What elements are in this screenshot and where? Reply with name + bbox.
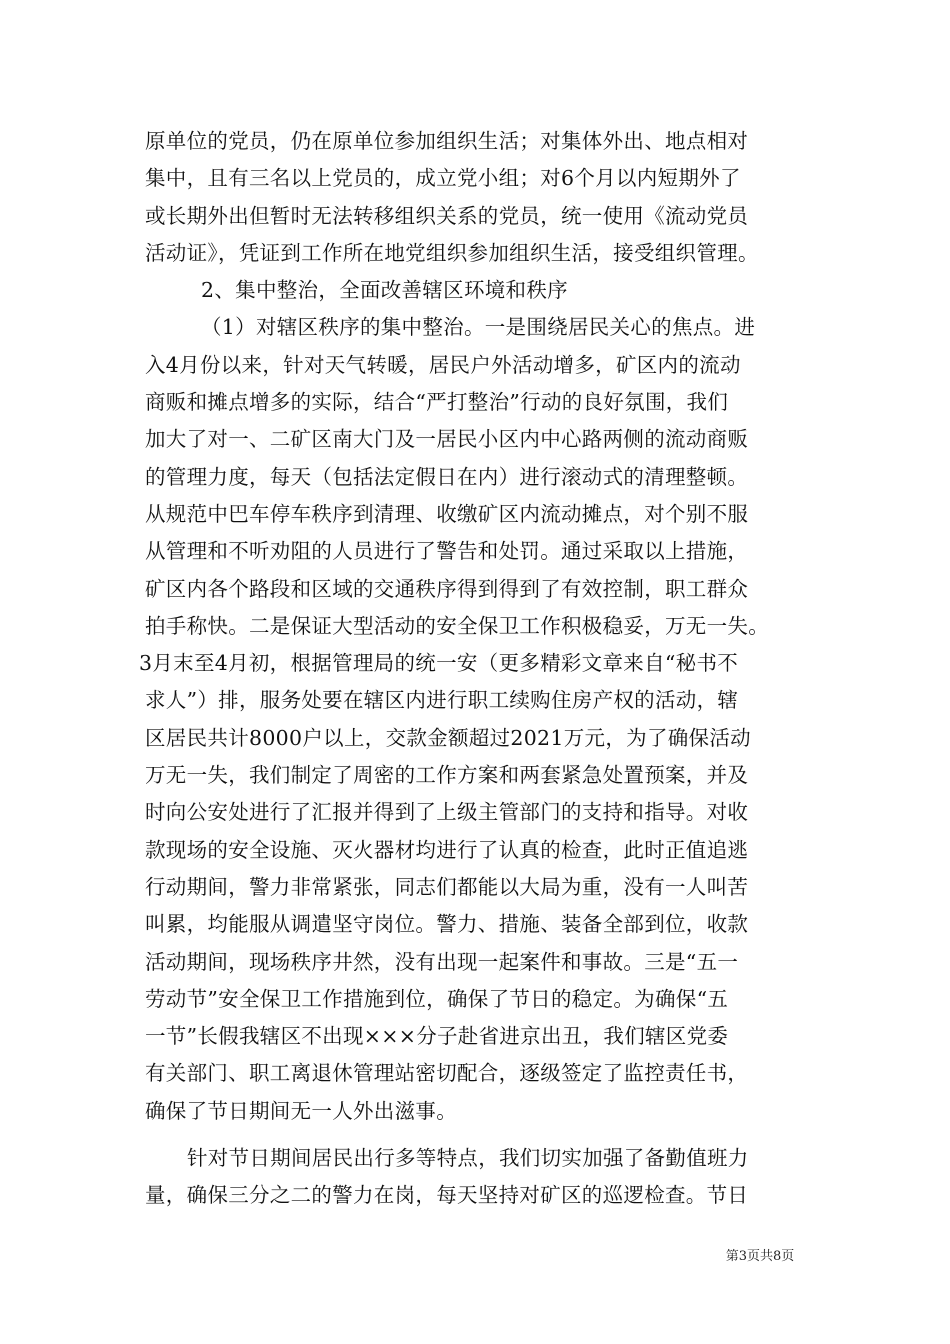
document-body xyxy=(139,123,810,1215)
paragraph-2 xyxy=(139,309,810,1130)
text-line: 入4月份以来，针对天气转暖，居民户外活动增多，矿区内的流动 xyxy=(145,352,741,377)
text-line: 拍手称快。二是保证大型活动的安全保卫工作积极稳妥，万无一失。 xyxy=(145,613,769,638)
text-line: 原单位的党员，仍在原单位参加组织生活；对集体外出、地点相对 xyxy=(145,129,749,153)
text-line: 劳动节”安全保卫工作措施到位，确保了节日的稳定。为确保“五 xyxy=(145,986,729,1011)
paragraph-3 xyxy=(145,1140,810,1215)
section-heading: 2、集中整治，全面改善辖区环境和秩序 xyxy=(201,278,568,303)
text-line: 或长期外出但暂时无法转移组织关系的党员，统一使用《流动党员 xyxy=(145,203,749,228)
text-line: 区居民共计8000户以上，交款金额超过2021万元，为了确保活动 xyxy=(145,725,751,750)
text-line: 款现场的安全设施、灭火器材均进行了认真的检查，此时正值追逃 xyxy=(145,837,749,862)
text-line: 求人”）排，服务处要在辖区内进行职工续购住房产权的活动，辖 xyxy=(145,688,739,713)
paragraph-spacer xyxy=(145,1130,810,1140)
text-line: 有关部门、职工离退休管理站密切配合，逐级签定了监控责任书， xyxy=(145,1061,749,1086)
text-line: 从管理和不听劝阻的人员进行了警告和处罚。通过采取以上措施， xyxy=(145,539,749,564)
text-line: 万无一失，我们制定了周密的工作方案和两套紧急处置预案，并及 xyxy=(145,763,749,788)
text-line: 3月末至4月初，根据管理局的统一安（更多精彩文章来自“秘书不 xyxy=(139,651,739,676)
text-line: 时向公安处进行了汇报并得到了上级主管部门的支持和指导。对收 xyxy=(145,800,749,825)
text-line: 商贩和摊点增多的实际，结合“严打整治”行动的良好氛围，我们 xyxy=(145,390,729,415)
text-line: 从规范中巴车停车秩序到清理、收缴矿区内流动摊点，对个别不服 xyxy=(145,501,749,526)
text-line: 叫累，均能服从调遣坚守岗位。警力、措施、装备全部到位，收款 xyxy=(145,912,749,937)
text-line: 加大了对一、二矿区南大门及一居民小区内中心路两侧的流动商贩 xyxy=(145,427,749,452)
text-line: 针对节日期间居民出行多等特点，我们切实加强了备勤值班力 xyxy=(187,1146,749,1171)
text-line: 行动期间，警力非常紧张，同志们都能以大局为重，没有一人叫苦 xyxy=(145,874,749,899)
text-line: 量，确保三分之二的警力在岗，每天坚持对矿区的巡逻检查。节日 xyxy=(145,1183,749,1208)
text-line: 集中，且有三名以上党员的，成立党小组；对6个月以内短期外了 xyxy=(145,166,741,191)
text-line: 活动证》，凭证到工作所在地党组织参加组织生活，接受组织管理。 xyxy=(145,240,759,265)
text-line: （1）对辖区秩序的集中整治。一是围绕居民关心的焦点。进 xyxy=(201,315,756,340)
page-number-footer: 第3页共8页 xyxy=(725,1249,795,1264)
text-line: 确保了节日期间无一人外出滋事。 xyxy=(145,1098,457,1123)
text-line: 矿区内各个路段和区域的交通秩序得到得到了有效控制，职工群众 xyxy=(145,576,749,601)
text-line: 一节”长假我辖区不出现×××分子赴省进京出丑，我们辖区党委 xyxy=(145,1024,729,1049)
text-line: 活动期间，现场秩序井然，没有出现一起案件和事故。三是“五一 xyxy=(145,949,739,974)
paragraph-1 xyxy=(145,123,810,272)
text-line: 的管理力度，每天（包括法定假日在内）进行滚动式的清理整顿。 xyxy=(145,464,749,489)
